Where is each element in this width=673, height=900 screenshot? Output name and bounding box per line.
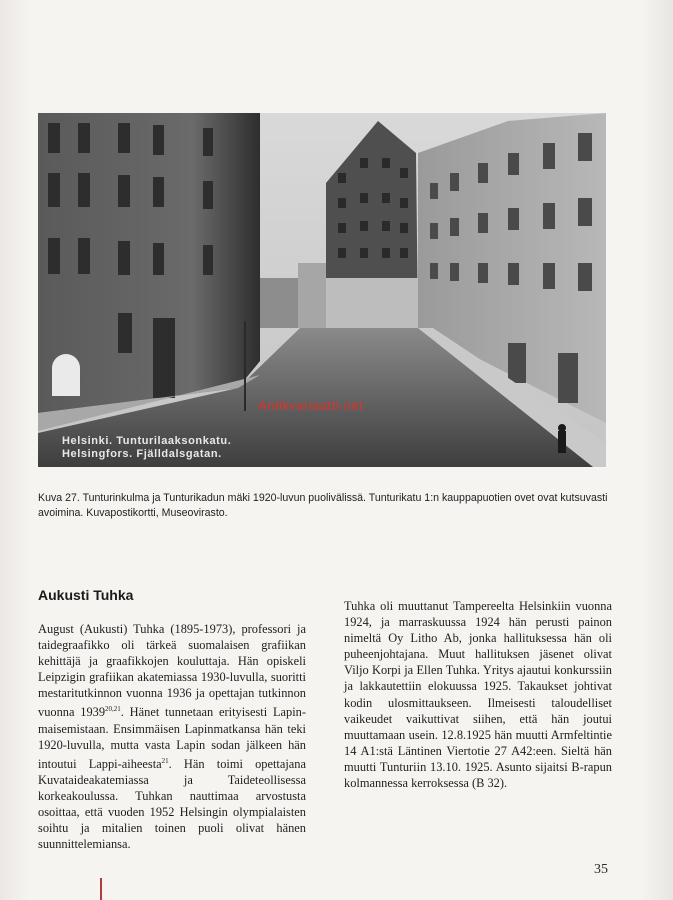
reference-superscript-1: 20,21 — [105, 705, 121, 714]
reference-superscript-2: 21 — [161, 756, 169, 765]
left-column-text-part-1: August (Aukusti) Tuhka (1895-1973), professori ja taidegraafikko oli tärkeä suomalaisen grafiikan kehittäjä ja graafikkojen kouluttaja. Hän opiskeli Leipzigin grafiikan akatemiassa 1930-luvulla, suoritti mestaritutkinnon vuonna 1936 ja opettajan tutkinnon vuonna 1939 — [38, 622, 306, 720]
left-column-text-part-2: . Hänet tunnetaan erityisesti Lapin-maisemistaan. Ensimmäisen Lapinmatkansa hän teki 1920-luvulla, mutta vasta Lapin sodan jälkeen hän intoutui Lappi-aiheesta — [38, 705, 306, 771]
right-text-column: Tuhka oli muuttanut Tampereelta Helsinkiin vuonna 1924, ja marraskuussa 1924 hän perusti painon nimeltä Oy Litho Ab, jonka hallituksessa hän oli puheenjohtajana. Muut hallituksen jäsenet olivat Viljo Korpi ja Ellen Tuhka. Yritys ajautui konkurssiin ja lakkautettiin elokuussa 1925. Takaukset johtivat kodin ulosmittaukseen. Ilmeisesti taloudelliset vaikeudet vaikuttivat siihen, että hän joutui muuttamaan usein. 12.8.1925 hän muutti Armfeltintie 14 A1:stä Läntinen Viertotie 27 A42:een. Sieltä hän muutti Tunturiin 13.10. 1925. Asunto sijaitsi B-rapun kolmannessa kerroksessa (B 32). — [344, 599, 612, 791]
postcard-imprint — [38, 435, 606, 461]
left-column-text-part-3: . Hän toimi opettajana Kuvataideakatemiassa ja Taideteollisessa korkeakoulussa. Tuhkan nauttimaa arvostusta osoittaa, että vuoden 1952 Helsingin olympialaisten soihtu ja mitalien toinen puoli olivat hänen suunnittelemiansa. — [38, 757, 306, 852]
watermark-text: Antikvariaatti.net — [258, 398, 364, 413]
postcard-imprint-line-2: Helsingfors. Fjälldalsgatan. — [62, 448, 222, 460]
page-edge-mark — [100, 878, 102, 900]
street-photograph — [38, 113, 606, 467]
page-number: 35 — [594, 862, 608, 877]
street-scene-image — [38, 113, 606, 467]
figure-caption: Kuva 27. Tunturinkulma ja Tunturikadun mäki 1920-luvun puolivälissä. Tunturikatu 1:n kauppapuotien ovet ovat kutsuvasti avoimina. Kuvapostikortti, Museovirasto. — [38, 492, 608, 519]
postcard-imprint-line-1: Helsinki. Tunturilaaksonkatu. — [62, 435, 232, 447]
left-text-column — [38, 621, 306, 853]
section-heading: Aukusti Tuhka — [38, 587, 134, 603]
